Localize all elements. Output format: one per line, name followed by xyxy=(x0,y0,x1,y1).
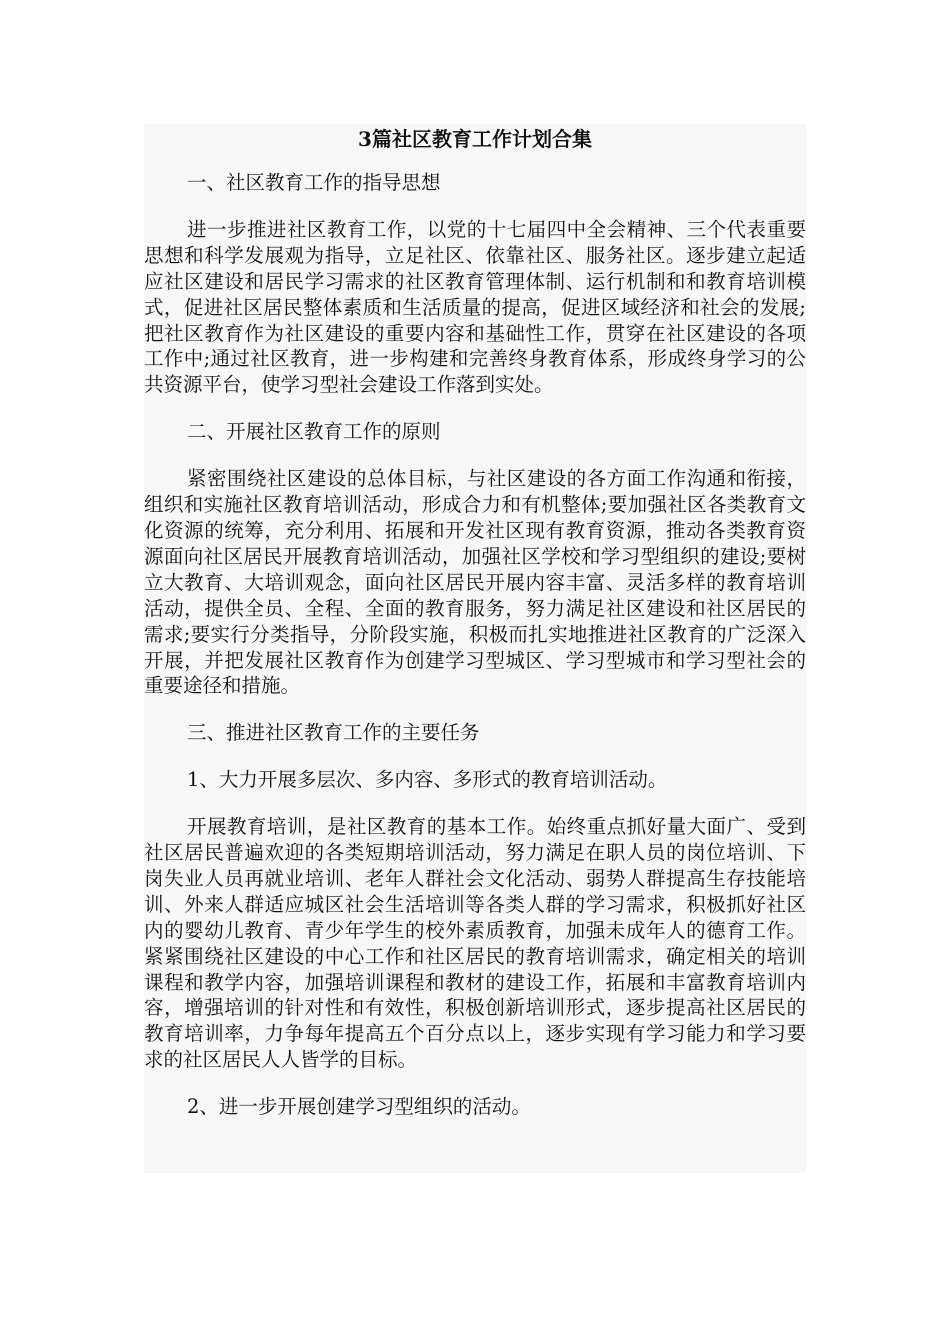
body-paragraph: 紧密围绕社区建设的总体目标，与社区建设的各方面工作沟通和衔接，组织和实施社区教育培训活动，形成合力和有机整体;要加强社区各类教育文化资源的统筹，充分利用、拓展和开发社区现有教育资源，推动各类教育资源面向社区居民开展教育培训活动，加强社区学校和学习型组织的建设;要树立大教育、大培训观念，面向社区居民开展内容丰富、灵活多样的教育培训活动，提供全员、全程、全面的教育服务，努力满足社区建设和社区居民的需求;要实行分类指导，分阶段实施，积极而扎实地推进社区教育的广泛深入开展，并把发展社区教育作为创建学习型城区、学习型城市和学习型社会的重要途径和措施。 xyxy=(144,467,806,698)
section-heading: 一、社区教育工作的指导思想 xyxy=(187,171,441,194)
section-heading: 二、开展社区教育工作的原则 xyxy=(187,420,441,444)
subsection-heading: 1、大力开展多层次、多内容、多形式的教育培训活动。 xyxy=(187,768,668,792)
section-heading: 三、推进社区教育工作的主要任务 xyxy=(187,721,480,745)
body-paragraph: 开展教育培训，是社区教育的基本工作。始终重点抓好量大面广、受到社区居民普遍欢迎的各类短期培训活动，努力满足在职人员的岗位培训、下岗失业人员再就业培训、老年人群社会文化活动、弱势人群提高生存技能培训、外来人群适应城区社会生活培训等各类人群的学习需求，积极抓好社区内的婴幼儿教育、青少年学生的校外素质教育，加强未成年人的德育工作。紧紧围绕社区建设的中心工作和社区居民的教育培训需求，确定相关的培训课程和教学内容，加强培训课程和教材的建设工作，拓展和丰富教育培训内容，增强培训的针对性和有效性，积极创新培训形式，逐步提高社区居民的教育培训率，力争每年提高五个百分点以上，逐步实现有学习能力和学习要求的社区居民人人皆学的目标。 xyxy=(144,815,806,1072)
body-paragraph: 进一步推进社区教育工作，以党的十七届四中全会精神、三个代表重要思想和科学发展观为指导，立足社区、依靠社区、服务社区。逐步建立起适应社区建设和居民学习需求的社区教育管理体制、运行机制和和教育培训模式，促进社区居民整体素质和生活质量的提高，促进区域经济和社会的发展;把社区教育作为社区建设的重要内容和基础性工作，贯穿在社区建设的各项工作中;通过社区教育，进一步构建和完善终身教育体系，形成终身学习的公共资源平台，使学习型社会建设工作落到实处。 xyxy=(144,217,806,397)
document-page xyxy=(144,124,806,1173)
subsection-heading: 2、进一步开展创建学习型组织的活动。 xyxy=(187,1095,531,1119)
document-title: 3篇社区教育工作计划合集 xyxy=(358,127,592,151)
